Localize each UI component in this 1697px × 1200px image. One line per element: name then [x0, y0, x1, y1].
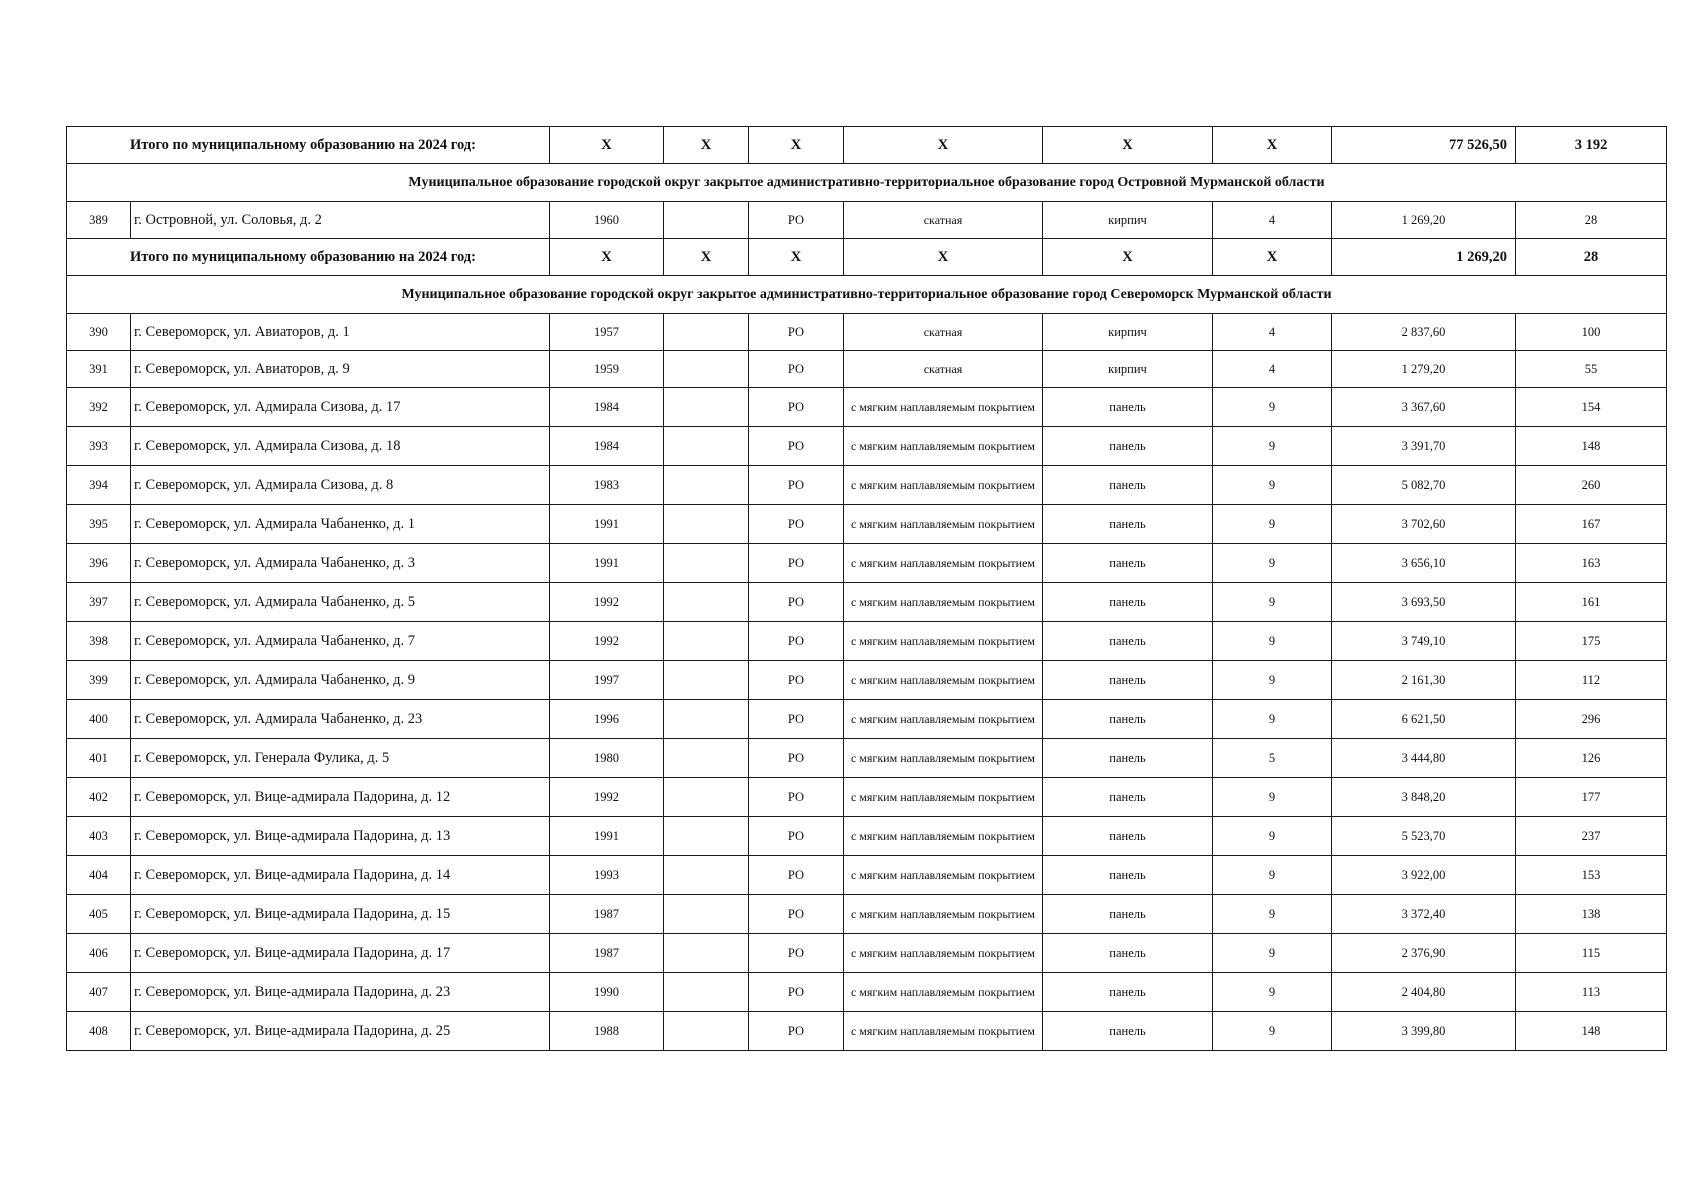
type-cell: РО: [749, 388, 844, 427]
subtotal-x-mark: X: [550, 239, 664, 276]
row-number: 397: [67, 583, 131, 622]
extra-cell: [664, 739, 749, 778]
subtotal-area: 1 269,20: [1332, 239, 1516, 276]
extra-cell: [664, 622, 749, 661]
subtotal-label: Итого по муниципальному образованию на 2024 год:: [67, 127, 550, 164]
roof-cell: с мягким наплавляемым покрытием: [844, 856, 1043, 895]
address-cell: г. Североморск, ул. Вице-адмирала Падорина, д. 13: [131, 817, 550, 856]
row-number: 406: [67, 934, 131, 973]
roof-cell: скатная: [844, 351, 1043, 388]
residents-cell: 55: [1516, 351, 1667, 388]
floors-cell: 9: [1213, 934, 1332, 973]
address-cell: г. Североморск, ул. Адмирала Чабаненко, д. 5: [131, 583, 550, 622]
area-cell: 3 749,10: [1332, 622, 1516, 661]
roof-cell: с мягким наплавляемым покрытием: [844, 388, 1043, 427]
roof-cell: с мягким наплавляемым покрытием: [844, 505, 1043, 544]
table-row: [67, 739, 1667, 778]
row-number: 391: [67, 351, 131, 388]
year-cell: 1957: [550, 314, 664, 351]
area-cell: 3 848,20: [1332, 778, 1516, 817]
subtotal-row: [67, 239, 1667, 276]
year-cell: 1997: [550, 661, 664, 700]
row-number: 393: [67, 427, 131, 466]
walls-cell: панель: [1043, 895, 1213, 934]
area-cell: 2 837,60: [1332, 314, 1516, 351]
walls-cell: панель: [1043, 544, 1213, 583]
area-cell: 2 404,80: [1332, 973, 1516, 1012]
type-cell: РО: [749, 856, 844, 895]
walls-cell: панель: [1043, 934, 1213, 973]
floors-cell: 4: [1213, 314, 1332, 351]
residents-cell: 113: [1516, 973, 1667, 1012]
type-cell: РО: [749, 817, 844, 856]
walls-cell: панель: [1043, 817, 1213, 856]
walls-cell: панель: [1043, 583, 1213, 622]
year-cell: 1992: [550, 622, 664, 661]
floors-cell: 9: [1213, 388, 1332, 427]
year-cell: 1984: [550, 427, 664, 466]
area-cell: 2 161,30: [1332, 661, 1516, 700]
address-cell: г. Североморск, ул. Вице-адмирала Падорина, д. 12: [131, 778, 550, 817]
walls-cell: панель: [1043, 1012, 1213, 1051]
address-cell: г. Островной, ул. Соловья, д. 2: [131, 202, 550, 239]
residents-cell: 296: [1516, 700, 1667, 739]
subtotal-x-mark: X: [1043, 127, 1213, 164]
extra-cell: [664, 505, 749, 544]
table-row: [67, 934, 1667, 973]
row-number: 398: [67, 622, 131, 661]
housing-registry-table: [66, 126, 1667, 1051]
year-cell: 1991: [550, 544, 664, 583]
extra-cell: [664, 314, 749, 351]
walls-cell: панель: [1043, 700, 1213, 739]
table-row: [67, 583, 1667, 622]
address-cell: г. Североморск, ул. Вице-адмирала Падорина, д. 17: [131, 934, 550, 973]
table-row: [67, 544, 1667, 583]
type-cell: РО: [749, 622, 844, 661]
subtotal-x-mark: X: [844, 127, 1043, 164]
walls-cell: панель: [1043, 427, 1213, 466]
row-number: 389: [67, 202, 131, 239]
residents-cell: 126: [1516, 739, 1667, 778]
subtotal-x-mark: X: [550, 127, 664, 164]
year-cell: 1991: [550, 505, 664, 544]
address-cell: г. Североморск, ул. Адмирала Чабаненко, д. 23: [131, 700, 550, 739]
residents-cell: 148: [1516, 427, 1667, 466]
walls-cell: кирпич: [1043, 351, 1213, 388]
floors-cell: 9: [1213, 661, 1332, 700]
walls-cell: панель: [1043, 778, 1213, 817]
residents-cell: 28: [1516, 202, 1667, 239]
extra-cell: [664, 973, 749, 1012]
roof-cell: скатная: [844, 314, 1043, 351]
walls-cell: панель: [1043, 856, 1213, 895]
floors-cell: 9: [1213, 622, 1332, 661]
table-row: [67, 622, 1667, 661]
walls-cell: кирпич: [1043, 314, 1213, 351]
table-row: [67, 1012, 1667, 1051]
floors-cell: 9: [1213, 544, 1332, 583]
area-cell: 3 399,80: [1332, 1012, 1516, 1051]
year-cell: 1992: [550, 583, 664, 622]
extra-cell: [664, 466, 749, 505]
type-cell: РО: [749, 544, 844, 583]
roof-cell: с мягким наплавляемым покрытием: [844, 466, 1043, 505]
floors-cell: 9: [1213, 817, 1332, 856]
residents-cell: 115: [1516, 934, 1667, 973]
row-number: 400: [67, 700, 131, 739]
table-row: [67, 973, 1667, 1012]
area-cell: 3 444,80: [1332, 739, 1516, 778]
year-cell: 1987: [550, 895, 664, 934]
type-cell: РО: [749, 427, 844, 466]
subtotal-x-mark: X: [844, 239, 1043, 276]
area-cell: 3 391,70: [1332, 427, 1516, 466]
floors-cell: 9: [1213, 700, 1332, 739]
roof-cell: с мягким наплавляемым покрытием: [844, 583, 1043, 622]
floors-cell: 4: [1213, 202, 1332, 239]
floors-cell: 9: [1213, 973, 1332, 1012]
roof-cell: с мягким наплавляемым покрытием: [844, 700, 1043, 739]
walls-cell: панель: [1043, 622, 1213, 661]
table-body: [67, 127, 1667, 1051]
extra-cell: [664, 583, 749, 622]
type-cell: РО: [749, 700, 844, 739]
area-cell: 3 702,60: [1332, 505, 1516, 544]
table-row: [67, 817, 1667, 856]
area-cell: 5 082,70: [1332, 466, 1516, 505]
year-cell: 1996: [550, 700, 664, 739]
roof-cell: с мягким наплавляемым покрытием: [844, 973, 1043, 1012]
floors-cell: 9: [1213, 778, 1332, 817]
residents-cell: 237: [1516, 817, 1667, 856]
roof-cell: с мягким наплавляемым покрытием: [844, 739, 1043, 778]
address-cell: г. Североморск, ул. Адмирала Чабаненко, д. 1: [131, 505, 550, 544]
subtotal-row: [67, 127, 1667, 164]
subtotal-area: 77 526,50: [1332, 127, 1516, 164]
type-cell: РО: [749, 739, 844, 778]
area-cell: 3 367,60: [1332, 388, 1516, 427]
table-row: [67, 856, 1667, 895]
subtotal-residents: 3 192: [1516, 127, 1667, 164]
extra-cell: [664, 778, 749, 817]
table-row: [67, 466, 1667, 505]
address-cell: г. Североморск, ул. Авиаторов, д. 9: [131, 351, 550, 388]
residents-cell: 163: [1516, 544, 1667, 583]
row-number: 405: [67, 895, 131, 934]
residents-cell: 161: [1516, 583, 1667, 622]
roof-cell: с мягким наплавляемым покрытием: [844, 895, 1043, 934]
municipality-title: Муниципальное образование городской округ закрытое административно-территориальное образование город Островной Мурманской области: [67, 164, 1667, 202]
row-number: 394: [67, 466, 131, 505]
address-cell: г. Североморск, ул. Генерала Фулика, д. 5: [131, 739, 550, 778]
year-cell: 1993: [550, 856, 664, 895]
type-cell: РО: [749, 583, 844, 622]
row-number: 402: [67, 778, 131, 817]
address-cell: г. Североморск, ул. Вице-адмирала Падорина, д. 15: [131, 895, 550, 934]
address-cell: г. Североморск, ул. Адмирала Чабаненко, д. 3: [131, 544, 550, 583]
municipality-section-header: [67, 276, 1667, 314]
extra-cell: [664, 817, 749, 856]
address-cell: г. Североморск, ул. Адмирала Чабаненко, д. 9: [131, 661, 550, 700]
residents-cell: 153: [1516, 856, 1667, 895]
address-cell: г. Североморск, ул. Вице-адмирала Падорина, д. 23: [131, 973, 550, 1012]
roof-cell: скатная: [844, 202, 1043, 239]
residents-cell: 260: [1516, 466, 1667, 505]
row-number: 403: [67, 817, 131, 856]
address-cell: г. Североморск, ул. Адмирала Сизова, д. 17: [131, 388, 550, 427]
address-cell: г. Североморск, ул. Адмирала Сизова, д. 18: [131, 427, 550, 466]
area-cell: 2 376,90: [1332, 934, 1516, 973]
row-number: 395: [67, 505, 131, 544]
subtotal-label: Итого по муниципальному образованию на 2024 год:: [67, 239, 550, 276]
floors-cell: 9: [1213, 856, 1332, 895]
floors-cell: 9: [1213, 427, 1332, 466]
extra-cell: [664, 1012, 749, 1051]
table-row: [67, 202, 1667, 239]
area-cell: 1 269,20: [1332, 202, 1516, 239]
table-row: [67, 895, 1667, 934]
roof-cell: с мягким наплавляемым покрытием: [844, 778, 1043, 817]
type-cell: РО: [749, 895, 844, 934]
year-cell: 1984: [550, 388, 664, 427]
extra-cell: [664, 700, 749, 739]
address-cell: г. Североморск, ул. Вице-адмирала Падорина, д. 14: [131, 856, 550, 895]
row-number: 399: [67, 661, 131, 700]
row-number: 407: [67, 973, 131, 1012]
subtotal-x-mark: X: [664, 239, 749, 276]
year-cell: 1992: [550, 778, 664, 817]
residents-cell: 148: [1516, 1012, 1667, 1051]
year-cell: 1991: [550, 817, 664, 856]
area-cell: 3 922,00: [1332, 856, 1516, 895]
type-cell: РО: [749, 661, 844, 700]
walls-cell: кирпич: [1043, 202, 1213, 239]
table-row: [67, 661, 1667, 700]
subtotal-x-mark: X: [1213, 239, 1332, 276]
table-row: [67, 778, 1667, 817]
floors-cell: 9: [1213, 895, 1332, 934]
area-cell: 3 372,40: [1332, 895, 1516, 934]
area-cell: 6 621,50: [1332, 700, 1516, 739]
floors-cell: 5: [1213, 739, 1332, 778]
extra-cell: [664, 427, 749, 466]
walls-cell: панель: [1043, 739, 1213, 778]
address-cell: г. Североморск, ул. Вице-адмирала Падорина, д. 25: [131, 1012, 550, 1051]
area-cell: 5 523,70: [1332, 817, 1516, 856]
table-row: [67, 700, 1667, 739]
walls-cell: панель: [1043, 466, 1213, 505]
subtotal-x-mark: X: [1043, 239, 1213, 276]
subtotal-x-mark: X: [664, 127, 749, 164]
municipality-title: Муниципальное образование городской округ закрытое административно-территориальное образование город Североморск Мурманской области: [67, 276, 1667, 314]
residents-cell: 154: [1516, 388, 1667, 427]
type-cell: РО: [749, 202, 844, 239]
floors-cell: 4: [1213, 351, 1332, 388]
year-cell: 1988: [550, 1012, 664, 1051]
residents-cell: 177: [1516, 778, 1667, 817]
row-number: 396: [67, 544, 131, 583]
subtotal-x-mark: X: [749, 239, 844, 276]
type-cell: РО: [749, 778, 844, 817]
subtotal-x-mark: X: [1213, 127, 1332, 164]
table-row: [67, 314, 1667, 351]
walls-cell: панель: [1043, 973, 1213, 1012]
residents-cell: 175: [1516, 622, 1667, 661]
address-cell: г. Североморск, ул. Адмирала Чабаненко, д. 7: [131, 622, 550, 661]
row-number: 392: [67, 388, 131, 427]
roof-cell: с мягким наплавляемым покрытием: [844, 1012, 1043, 1051]
residents-cell: 138: [1516, 895, 1667, 934]
year-cell: 1987: [550, 934, 664, 973]
residents-cell: 100: [1516, 314, 1667, 351]
address-cell: г. Североморск, ул. Адмирала Сизова, д. 8: [131, 466, 550, 505]
row-number: 408: [67, 1012, 131, 1051]
walls-cell: панель: [1043, 661, 1213, 700]
area-cell: 3 656,10: [1332, 544, 1516, 583]
table-row: [67, 351, 1667, 388]
subtotal-residents: 28: [1516, 239, 1667, 276]
roof-cell: с мягким наплавляемым покрытием: [844, 544, 1043, 583]
row-number: 401: [67, 739, 131, 778]
extra-cell: [664, 544, 749, 583]
table-row: [67, 388, 1667, 427]
area-cell: 1 279,20: [1332, 351, 1516, 388]
type-cell: РО: [749, 351, 844, 388]
walls-cell: панель: [1043, 505, 1213, 544]
roof-cell: с мягким наплавляемым покрытием: [844, 934, 1043, 973]
year-cell: 1983: [550, 466, 664, 505]
row-number: 404: [67, 856, 131, 895]
year-cell: 1990: [550, 973, 664, 1012]
floors-cell: 9: [1213, 583, 1332, 622]
table-row: [67, 505, 1667, 544]
extra-cell: [664, 351, 749, 388]
type-cell: РО: [749, 1012, 844, 1051]
extra-cell: [664, 661, 749, 700]
type-cell: РО: [749, 973, 844, 1012]
residents-cell: 112: [1516, 661, 1667, 700]
extra-cell: [664, 202, 749, 239]
year-cell: 1960: [550, 202, 664, 239]
residents-cell: 167: [1516, 505, 1667, 544]
address-cell: г. Североморск, ул. Авиаторов, д. 1: [131, 314, 550, 351]
year-cell: 1959: [550, 351, 664, 388]
type-cell: РО: [749, 466, 844, 505]
row-number: 390: [67, 314, 131, 351]
area-cell: 3 693,50: [1332, 583, 1516, 622]
table-row: [67, 427, 1667, 466]
roof-cell: с мягким наплавляемым покрытием: [844, 817, 1043, 856]
extra-cell: [664, 388, 749, 427]
subtotal-x-mark: X: [749, 127, 844, 164]
type-cell: РО: [749, 505, 844, 544]
roof-cell: с мягким наплавляемым покрытием: [844, 622, 1043, 661]
year-cell: 1980: [550, 739, 664, 778]
roof-cell: с мягким наплавляемым покрытием: [844, 661, 1043, 700]
roof-cell: с мягким наплавляемым покрытием: [844, 427, 1043, 466]
extra-cell: [664, 856, 749, 895]
extra-cell: [664, 934, 749, 973]
walls-cell: панель: [1043, 388, 1213, 427]
floors-cell: 9: [1213, 466, 1332, 505]
floors-cell: 9: [1213, 1012, 1332, 1051]
floors-cell: 9: [1213, 505, 1332, 544]
extra-cell: [664, 895, 749, 934]
type-cell: РО: [749, 934, 844, 973]
type-cell: РО: [749, 314, 844, 351]
municipality-section-header: [67, 164, 1667, 202]
